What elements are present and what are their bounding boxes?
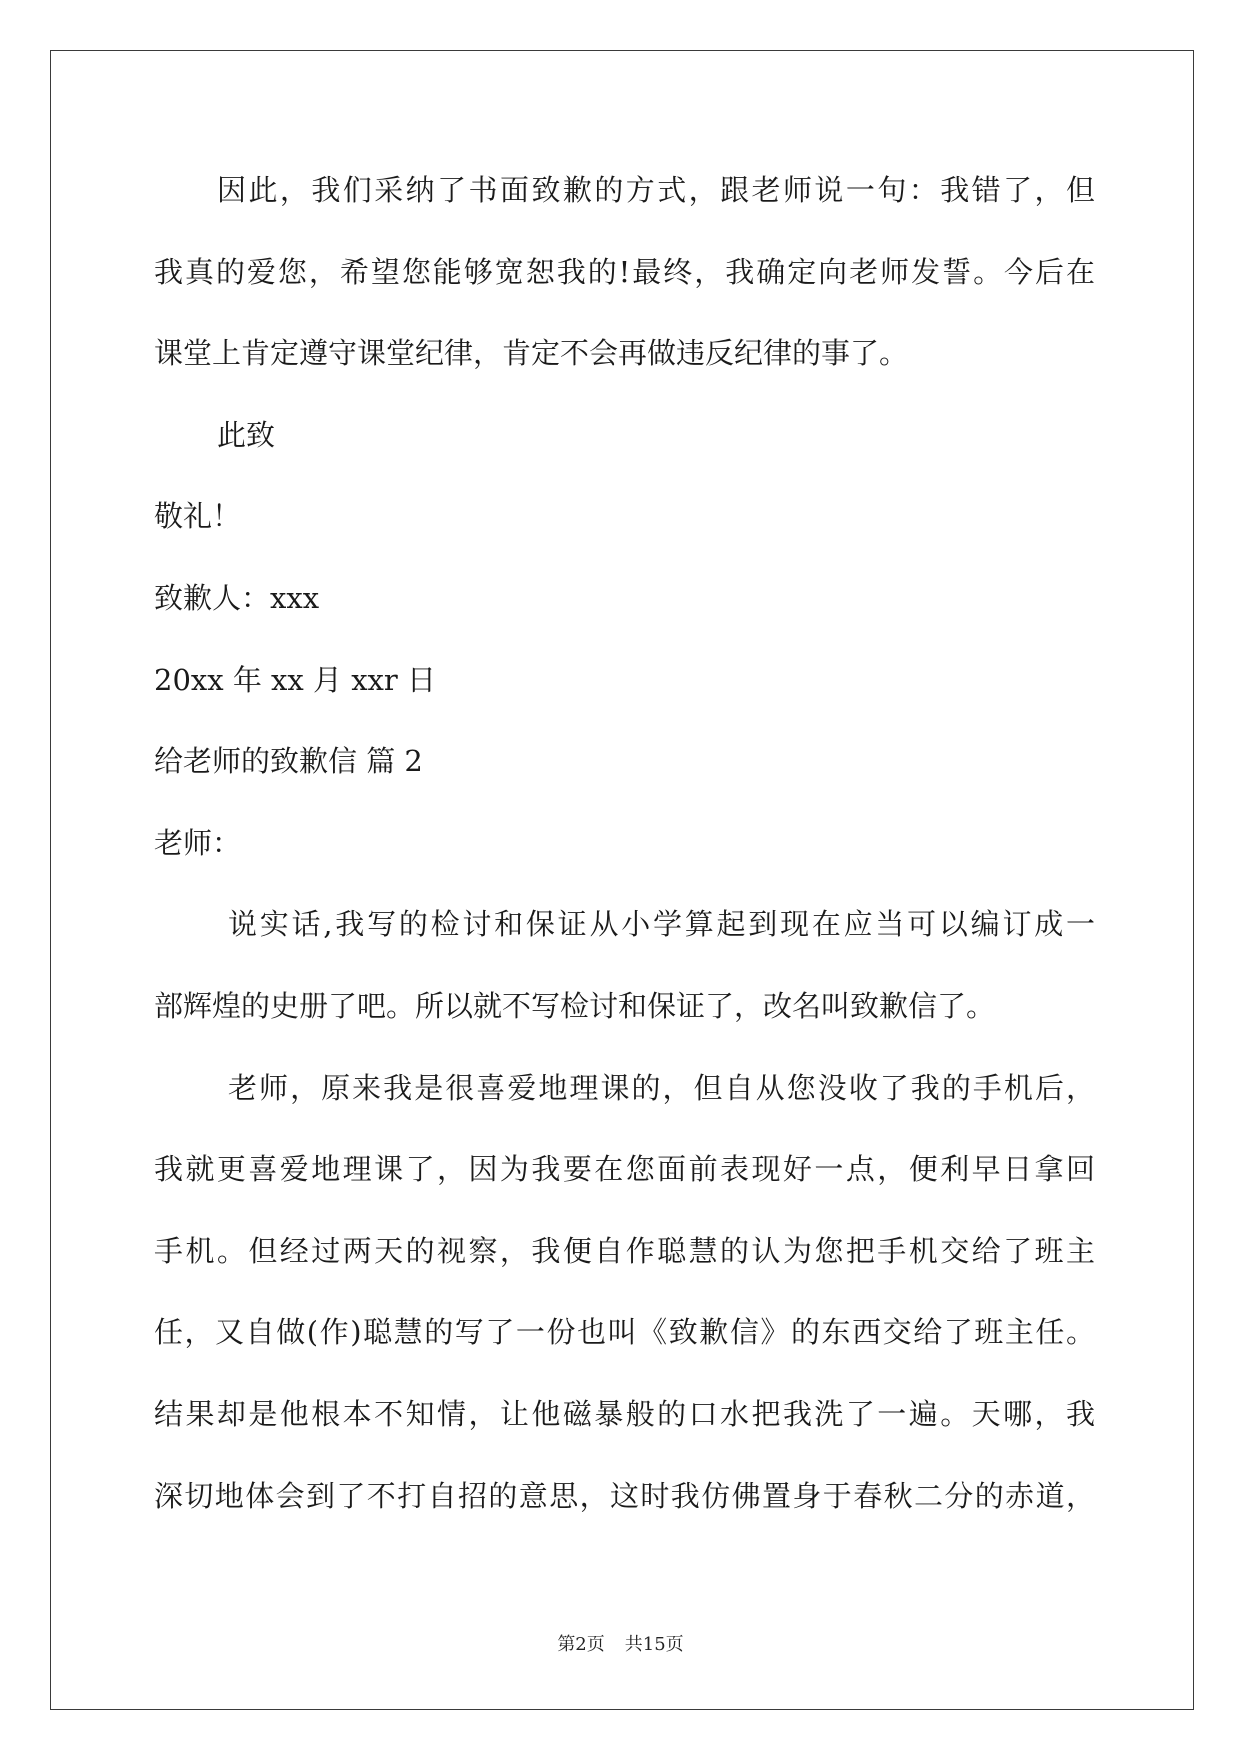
paragraph-line: 老师，原来我是很喜爱地理课的，但自从您没收了我的手机后，	[228, 1070, 1095, 1105]
closing-regards: 敬礼！	[154, 499, 242, 534]
document-body	[154, 150, 1095, 1537]
paragraph-line: 我真的爱您，希望您能够宽恕我的!最终，我确定向老师发誓。今后在	[154, 254, 1095, 289]
section-heading: 给老师的致歉信 篇 2	[154, 744, 423, 779]
paragraph-line: 部辉煌的史册了吧。所以就不写检讨和保证了，改名叫致歉信了。	[154, 988, 996, 1023]
closing-salutation: 此致	[217, 417, 276, 452]
paragraph-line: 课堂上肯定遵守课堂纪律，肯定不会再做违反纪律的事了。	[154, 336, 909, 371]
letter-greeting: 老师：	[154, 825, 242, 860]
date-line: 20xx 年 xx 月 xxr 日	[154, 662, 436, 697]
paragraph-line: 手机。但经过两天的视察，我便自作聪慧的认为您把手机交给了班主	[154, 1233, 1095, 1268]
paragraph-line: 我就更喜爱地理课了，因为我要在您面前表现好一点，便利早日拿回	[154, 1152, 1095, 1187]
paragraph-line: 深切地体会到了不打自招的意思，这时我仿佛置身于春秋二分的赤道，	[154, 1478, 1095, 1513]
page-footer	[0, 1632, 1241, 1658]
page-count: 共15页	[624, 1634, 684, 1655]
paragraph-line: 任，又自做(作)聪慧的写了一份也叫《致歉信》的东西交给了班主任。	[154, 1315, 1095, 1350]
page-number: 第2页	[557, 1634, 605, 1655]
paragraph-line: 说实话,我写的检讨和保证从小学算起到现在应当可以编订成一	[228, 907, 1095, 942]
signature-line: 致歉人：xxx	[154, 580, 320, 615]
paragraph-line: 因此，我们采纳了书面致歉的方式，跟老师说一句：我错了，但	[217, 173, 1095, 207]
paragraph-line: 结果却是他根本不知情，让他磁暴般的口水把我洗了一遍。天哪，我	[154, 1396, 1095, 1431]
